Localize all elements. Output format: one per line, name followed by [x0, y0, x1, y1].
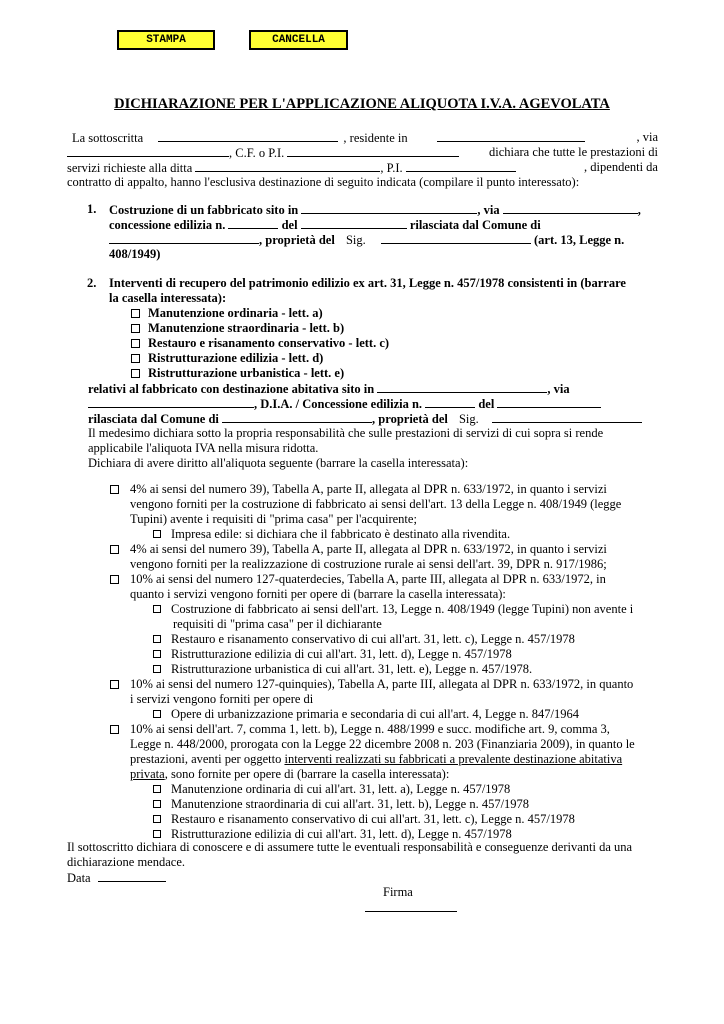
intro-text: , residente in — [343, 131, 408, 145]
section-1-line-4: 408/1949) — [109, 247, 161, 261]
rate-4-construction-checkbox[interactable] — [110, 482, 127, 497]
option-urban-renovation[interactable]: Ristrutturazione urbanistica - lett. e) — [131, 366, 344, 381]
rate-10-quinquies-line-2: i servizi vengono forniti per opere di — [130, 692, 314, 706]
rate-10-finanziaria-line-3: prestazioni, aventi per oggetto interventi realizzati su fabbricati a prevalente destinazione abitativa — [130, 752, 623, 766]
section-2-related-line-1: relativi al fabbricato con destinazione abitativa sito in , via — [88, 382, 570, 396]
intro-line-1 — [72, 130, 658, 146]
checkbox[interactable] — [131, 324, 140, 333]
responsibility-line-1: Il medesimo dichiara sotto la propria responsabilità che sulle prestazioni di servizi di cui sopra si rende — [88, 426, 604, 440]
option-ordinary-maintenance[interactable]: Manutenzione ordinaria - lett. a) — [131, 306, 323, 321]
permit-date-field[interactable] — [301, 217, 407, 229]
rate-10-ordinary-option[interactable]: Manutenzione ordinaria di cui all'art. 31, lett. a), Legge n. 457/1978 — [153, 782, 510, 797]
name-field[interactable] — [158, 130, 338, 142]
dwelling-street-field[interactable] — [88, 396, 254, 408]
rate-4-construction-line-3: Tupini) avente i requisiti di "prima casa" per l'acquirente; — [130, 512, 417, 526]
section-2-number: 2. — [87, 276, 97, 290]
rate-10-urbanization-option[interactable]: Opere di urbanizzazione primaria e secondaria di cui all'art. 4, Legge n. 847/1964 — [153, 707, 579, 722]
intro-line-3 — [67, 160, 658, 176]
dia-date-field[interactable] — [497, 396, 601, 408]
checkbox[interactable] — [153, 800, 161, 808]
rate-4-construction-line-2: vengono forniti per la costruzione di fabbricato ai sensi dell'art. 13 della Legge n. 408/1949 (legge — [130, 497, 622, 511]
checkbox[interactable] — [153, 665, 161, 673]
checkbox[interactable] — [131, 369, 140, 378]
rate-intro: Dichiara di avere diritto all'aliquota seguente (barrare la casella interessata): — [88, 456, 469, 470]
intro-text: , via — [636, 130, 658, 144]
permit-number-field[interactable] — [228, 217, 278, 229]
print-button[interactable]: STAMPA — [117, 30, 215, 50]
street-field[interactable] — [67, 145, 229, 157]
document-title: DICHIARAZIONE PER L'APPLICAZIONE ALIQUOTA I.V.A. AGEVOLATA — [114, 96, 610, 112]
date-label: Data — [67, 871, 91, 885]
dwelling-municipality-field[interactable] — [222, 411, 372, 423]
section-2-line-1: Interventi di recupero del patrimonio edilizio ex art. 31, Legge n. 457/1978 consistenti in (barrare — [109, 276, 626, 290]
intro-text: , P.I. — [380, 161, 403, 175]
tax-code-field[interactable] — [287, 145, 459, 157]
owner-field[interactable] — [381, 232, 531, 244]
signature-label: Firma — [383, 885, 413, 899]
intro-text: , C.F. o P.I. — [229, 146, 285, 160]
residence-field[interactable] — [437, 130, 585, 142]
section-1-number: 1. — [87, 202, 97, 216]
intro-text: La sottoscritta — [72, 131, 144, 145]
building-location-field[interactable] — [301, 202, 477, 214]
dwelling-location-field[interactable] — [377, 381, 547, 393]
final-declaration-line-1: Il sottoscritto dichiara di conoscere e di assumere tutte le eventuali responsabilità e conseguenze derivanti da una — [67, 840, 633, 854]
option-restoration[interactable]: Restauro e risanamento conservativo - lett. c) — [131, 336, 389, 351]
intro-line-2 — [67, 145, 658, 161]
vat-field[interactable] — [406, 160, 516, 172]
checkbox[interactable] — [153, 650, 161, 658]
section-2-related-line-3: rilasciata dal Comune di , proprietà del Sig. — [88, 411, 663, 427]
cancel-button[interactable]: CANCELLA — [249, 30, 348, 50]
checkbox[interactable] — [153, 530, 161, 538]
rate-10-urban-renovation-option[interactable]: Ristrutturazione urbanistica di cui all'art. 31, lett. e), Legge n. 457/1978. — [153, 662, 532, 677]
municipality-field[interactable] — [109, 232, 259, 244]
section-2-related-line-2: , D.I.A. / Concessione edilizia n. del — [88, 396, 658, 412]
dwelling-owner-field[interactable] — [492, 411, 642, 423]
date-row — [67, 870, 166, 886]
rate-10-quaterdecies-line-2: quanto i servizi vengono forniti per opere di (barrare la casella interessata): — [130, 587, 506, 601]
rate-10-building-d-option[interactable]: Ristrutturazione edilizia di cui all'art. 31, lett. d), Legge n. 457/1978 — [153, 827, 512, 842]
checkbox[interactable] — [153, 635, 161, 643]
signature-field[interactable] — [365, 900, 457, 916]
checkbox[interactable] — [131, 339, 140, 348]
rate-10-quinquies-line-1: 10% ai sensi del numero 127-quinquies), Tabella A, parte III, allegata al DPR n. 633/1972, in quanto — [130, 677, 634, 691]
rate-10-finanziaria-checkbox[interactable] — [110, 722, 127, 737]
rate-10-quinquies-checkbox[interactable] — [110, 677, 127, 692]
intro-line-4: contratto di appalto, hanno l'esclusiva destinazione di seguito indicata (compilare il punto interessato): — [67, 175, 580, 189]
company-field[interactable] — [195, 160, 380, 172]
checkbox[interactable] — [153, 830, 161, 838]
rate-10-extraordinary-option[interactable]: Manutenzione straordinaria di cui all'art. 31, lett. b), Legge n. 457/1978 — [153, 797, 529, 812]
rate-4-rural-line-1: 4% ai sensi del numero 39), Tabella A, parte II, allegata al DPR n. 633/1972, in quanto i servizi — [130, 542, 607, 556]
checkbox[interactable] — [153, 710, 161, 718]
rate-10-finanziaria-line-4: privata, sono fornite per opere di (barrare la casella interessata): — [130, 767, 450, 781]
rate-10-finanziaria-line-1: 10% ai sensi dell'art. 7, comma 1, lett. b), Legge n. 488/1999 e succ. modifiche art. 9, comma 3, — [130, 722, 610, 736]
intro-text: , dipendenti da — [584, 160, 658, 174]
rate-10-finanziaria-line-2: Legge n. 448/2000, prorogata con la Legge 22 dicembre 2008 n. 203 (Finanziaria 2009), in quanto le — [130, 737, 635, 751]
checkbox[interactable] — [153, 785, 161, 793]
rate-4-rural-line-2: vengono forniti per la realizzazione di costruzione rurale ai sensi dell'art. 39, DPR n. 917/1986; — [130, 557, 607, 571]
section-2-line-2: la casella interessata): — [109, 291, 227, 305]
rate-10-building-renovation-option[interactable]: Ristrutturazione edilizia di cui all'art. 31, lett. d), Legge n. 457/1978 — [153, 647, 512, 662]
rate-10-quaterdecies-checkbox[interactable] — [110, 572, 127, 587]
rate-4-construction-line-1: 4% ai sensi del numero 39), Tabella A, parte II, allegata al DPR n. 633/1972, in quanto i servizi — [130, 482, 607, 496]
intro-text: dichiara che tutte le prestazioni di — [488, 145, 658, 159]
checkbox[interactable] — [131, 309, 140, 318]
date-field[interactable] — [98, 870, 166, 882]
option-building-renovation[interactable]: Ristrutturazione edilizia - lett. d) — [131, 351, 323, 366]
checkbox[interactable] — [131, 354, 140, 363]
checkbox[interactable] — [153, 815, 161, 823]
section-1-line-3: , proprietà del Sig. (art. 13, Legge n. — [109, 232, 658, 248]
rate-10-tupini-line-2: requisiti di "prima casa" per il dichiarante — [173, 617, 382, 631]
responsibility-line-2: applicabile l'aliquota IVA nella misura ridotta. — [88, 441, 319, 455]
section-1-line-2: concessione edilizia n. del rilasciata dal Comune di — [109, 218, 541, 232]
rate-10-quaterdecies-line-1: 10% ai sensi del numero 127-quaterdecies, Tabella A, parte III, allegata al DPR n. 633/1972, in — [130, 572, 606, 586]
rate-4-resale-option[interactable]: Impresa edile: si dichiara che il fabbricato è destinato alla rivendita. — [153, 527, 510, 542]
rate-10-tupini-option[interactable]: Costruzione di fabbricato ai sensi dell'art. 13, Legge n. 408/1949 (legge Tupini) non avente i — [153, 602, 633, 617]
building-street-field[interactable] — [503, 202, 638, 214]
intro-text: servizi richieste alla ditta — [67, 161, 193, 175]
option-extraordinary-maintenance[interactable]: Manutenzione straordinaria - lett. b) — [131, 321, 344, 336]
rate-10-restoration-c-option[interactable]: Restauro e risanamento conservativo di cui all'art. 31, lett. c), Legge n. 457/1978 — [153, 812, 575, 827]
dia-number-field[interactable] — [425, 396, 475, 408]
checkbox[interactable] — [153, 605, 161, 613]
rate-4-rural-checkbox[interactable] — [110, 542, 127, 557]
section-1-line-1: Costruzione di un fabbricato sito in , via , — [109, 203, 641, 217]
rate-10-restoration-option[interactable]: Restauro e risanamento conservativo di cui all'art. 31, lett. c), Legge n. 457/1978 — [153, 632, 575, 647]
final-declaration-line-2: dichiarazione mendace. — [67, 855, 185, 869]
